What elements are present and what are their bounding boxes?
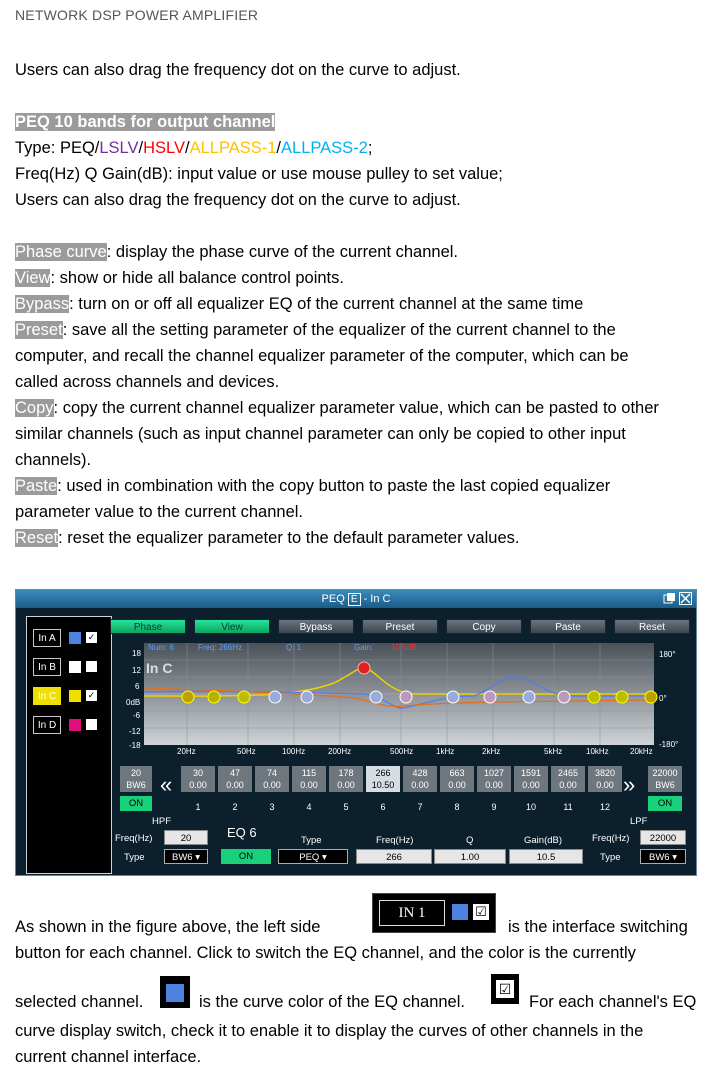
reset-term: Reset — [15, 529, 59, 547]
paste-desc: : used in combination with the copy button to paste the last copied equalizer — [57, 477, 611, 495]
channel-button-in-d[interactable]: In D — [33, 716, 61, 734]
band-dot[interactable] — [484, 691, 496, 703]
bottom-text: As shown in the figure above, the left side — [15, 918, 321, 936]
phase-tick: 0° — [659, 694, 667, 703]
y-tick: 18 — [132, 649, 141, 658]
eq-gain-input[interactable]: 10.5 — [509, 849, 583, 864]
reset-desc: : reset the equalizer parameter to the default parameter values. — [58, 529, 520, 547]
band-gain: 0.00 — [337, 780, 355, 790]
copy-button[interactable]: Copy — [446, 619, 522, 634]
q-readout: Q: 1 — [286, 643, 302, 652]
next-bands-icon[interactable]: » — [623, 772, 636, 797]
view-button[interactable]: View — [194, 619, 270, 634]
type-prefix: Type: PEQ/ — [15, 139, 100, 157]
band-box[interactable] — [440, 766, 474, 792]
bottom-line-5: current channel interface. — [15, 1048, 202, 1066]
channel-button-in-c[interactable]: In C — [33, 687, 61, 705]
gain-readout-value: 10.5dB — [391, 643, 417, 652]
restore-icon[interactable] — [663, 592, 676, 605]
type-hslv: HSLV — [143, 139, 185, 157]
type-sep: / — [276, 139, 282, 157]
bypass-button[interactable]: Bypass — [278, 619, 354, 634]
preset-button[interactable]: Preset — [362, 619, 438, 634]
y-tick: -6 — [133, 711, 141, 720]
eq-on-button[interactable]: ON — [221, 849, 271, 864]
band-freq: 1591 — [520, 768, 542, 778]
blue-swatch-icon — [166, 984, 184, 1002]
channel-button-in-b[interactable]: In B — [33, 658, 61, 676]
band-dot[interactable] — [645, 691, 657, 703]
band-dot[interactable] — [400, 691, 412, 703]
num-readout: Num: 6 — [148, 643, 174, 652]
in1-button-illustration: IN 1 — [379, 900, 445, 926]
peq-window — [15, 589, 697, 876]
preset-term: Preset — [15, 321, 63, 339]
eq-type-label: Type — [301, 835, 322, 846]
title-prefix: PEQ — [321, 593, 345, 605]
bypass-line — [15, 291, 583, 317]
band-freq: 663 — [449, 768, 465, 778]
gain-readout-label: Gain: — [354, 643, 374, 652]
phase-desc: : display the phase curve of the current channel. — [106, 243, 459, 261]
hpf-band-type: BW6 — [126, 780, 146, 790]
band-freq: 1027 — [483, 768, 505, 778]
display-checkbox-icon — [491, 974, 519, 1004]
freq-readout: Freq: 266Hz — [198, 643, 243, 652]
bottom-line-2: button for each channel. Click to switch the EQ channel, and the color is the currently — [15, 944, 636, 962]
type-allpass1: ALLPASS-1 — [189, 139, 277, 157]
view-line — [15, 265, 344, 291]
band-number: 9 — [491, 802, 497, 812]
band-freq: 178 — [338, 768, 354, 778]
curve-color-icon — [160, 976, 190, 1008]
band-number: 12 — [599, 802, 610, 812]
window-title — [16, 590, 696, 608]
x-tick: 10kHz — [586, 747, 609, 756]
copy-line-2: similar channels (such as input channel parameter can only be copied to other input — [15, 425, 626, 443]
channel-color-swatch — [69, 719, 81, 731]
phase-term: Phase curve — [15, 243, 107, 261]
band-gain: 0.00 — [300, 780, 318, 790]
lpf-title: LPF — [630, 816, 648, 827]
bottom-line-1b: is the interface switching — [508, 918, 688, 936]
lpf-type-label: Type — [600, 852, 621, 863]
x-tick: 50Hz — [237, 747, 256, 756]
view-desc: : show or hide all balance control points. — [50, 269, 344, 287]
bypass-desc: : turn on or off all equalizer EQ of the current channel at the same time — [69, 295, 584, 313]
band-dot[interactable] — [301, 691, 313, 703]
checkbox-icon: ☑ — [496, 980, 514, 998]
band-box[interactable] — [477, 766, 511, 792]
x-tick: 200Hz — [328, 747, 352, 756]
eq-gain-label: Gain(dB) — [524, 835, 563, 846]
band-gain: 0.00 — [522, 780, 540, 790]
band-gain: 0.00 — [559, 780, 577, 790]
phase-line — [15, 239, 458, 265]
eq-freq-input[interactable]: 266 — [356, 849, 432, 864]
band-number: 2 — [232, 802, 238, 812]
lpf-band-box[interactable] — [648, 766, 682, 792]
band-number: 5 — [343, 802, 349, 812]
eq-title: EQ 6 — [227, 825, 257, 840]
bottom-line-3a: selected channel. — [15, 993, 144, 1011]
copy-term: Copy — [15, 399, 54, 417]
band-gain: 0.00 — [448, 780, 466, 790]
band-gain: 0.00 — [411, 780, 429, 790]
copy-line — [15, 395, 659, 421]
band-number: 4 — [306, 802, 312, 812]
band-box[interactable] — [255, 766, 289, 792]
eq-type-select[interactable]: PEQ ▾ — [278, 849, 348, 864]
band-freq: 428 — [412, 768, 428, 778]
type-sep: / — [185, 139, 190, 157]
paragraph-drag: Users can also drag the frequency dot on the curve to adjust. — [15, 61, 461, 79]
eq-graph[interactable] — [114, 638, 690, 758]
preset-line-3: called across channels and devices. — [15, 373, 280, 391]
lpf-type-value: BW6 — [648, 852, 670, 863]
band-number: 11 — [563, 802, 573, 812]
band-dot[interactable] — [588, 691, 600, 703]
band-dot[interactable] — [523, 691, 535, 703]
hpf-type-select[interactable]: BW6 ▾ — [164, 849, 208, 864]
band-freq: 2465 — [557, 768, 579, 778]
y-tick: 0dB — [126, 698, 141, 707]
paste-line — [15, 473, 610, 499]
channel-checkbox[interactable] — [86, 719, 97, 730]
copy-line-3: channels). — [15, 451, 92, 469]
peq-heading-line — [15, 109, 275, 135]
band-box[interactable] — [218, 766, 252, 792]
band-gain: 0.00 — [596, 780, 614, 790]
hpf-freq-input[interactable]: 20 — [164, 830, 208, 845]
lpf-band-freq: 22000 — [652, 768, 678, 778]
band-gain: 0.00 — [226, 780, 244, 790]
x-tick: 500Hz — [390, 747, 414, 756]
band-box-selected[interactable] — [366, 766, 400, 792]
hpf-on-button[interactable]: ON — [120, 796, 152, 811]
close-icon[interactable] — [679, 592, 692, 605]
y-tick: 6 — [135, 682, 140, 691]
x-tick: 100Hz — [282, 747, 306, 756]
eq-q-input[interactable]: 1.00 — [434, 849, 506, 864]
x-tick: 20Hz — [177, 747, 196, 756]
band-box[interactable] — [181, 766, 215, 792]
type-allpass2: ALLPASS-2 — [281, 139, 368, 157]
band-gain: 0.00 — [189, 780, 207, 790]
channel-sidebar — [26, 616, 112, 874]
type-end: ; — [367, 139, 373, 157]
band-freq: 266 — [375, 768, 391, 778]
channel-checkbox[interactable]: ✓ — [87, 632, 96, 642]
hpf-band-box[interactable] — [120, 766, 152, 792]
lpf-band-type: BW6 — [655, 780, 675, 790]
band-freq: 47 — [229, 768, 240, 778]
title-channel: - In C — [363, 593, 391, 605]
band-dot[interactable] — [447, 691, 459, 703]
checkbox-icon: ☑ — [473, 904, 489, 920]
channel-color-swatch — [69, 690, 81, 702]
band-freq: 30 — [192, 768, 203, 778]
band-number: 7 — [417, 802, 423, 812]
document-header: NETWORK DSP POWER AMPLIFIER — [15, 7, 259, 23]
paste-term: Paste — [15, 477, 58, 495]
band-dot[interactable] — [370, 691, 382, 703]
bottom-line-3c: For each channel's EQ — [529, 993, 697, 1011]
lpf-type-select[interactable]: BW6 ▾ — [640, 849, 686, 864]
bottom-line-1 — [15, 914, 320, 940]
band-box[interactable] — [329, 766, 363, 792]
reset-line — [15, 525, 519, 551]
x-tick: 2kHz — [482, 747, 501, 756]
eq-type-value: PEQ — [299, 852, 320, 863]
reset-button[interactable]: Reset — [614, 619, 690, 634]
band-freq: 3820 — [594, 768, 616, 778]
title-e-badge: E — [348, 593, 361, 606]
channel-checkbox[interactable] — [86, 661, 97, 672]
y-tick: -12 — [129, 727, 141, 736]
eq-freq-label: Freq(Hz) — [376, 835, 414, 846]
band-dot[interactable] — [238, 691, 250, 703]
peq-heading: PEQ 10 bands for output channel — [15, 113, 276, 131]
band-dot[interactable] — [208, 691, 220, 703]
band-number: 3 — [269, 802, 275, 812]
hpf-title: HPF — [152, 816, 171, 827]
band-box[interactable] — [551, 766, 585, 792]
channel-button-illustration — [372, 893, 496, 933]
band-dot[interactable] — [269, 691, 281, 703]
bottom-line-4: curve display switch, check it to enable it to display the curves of other channels in the — [15, 1022, 644, 1040]
lpf-on-button[interactable]: ON — [648, 796, 682, 811]
band-number: 8 — [454, 802, 460, 812]
view-term: View — [15, 269, 51, 287]
hpf-freq-label: Freq(Hz) — [115, 833, 153, 844]
hpf-type-label: Type — [124, 852, 145, 863]
hpf-type-value: BW6 — [171, 852, 193, 863]
channel-checkbox[interactable]: ✓ — [87, 690, 96, 700]
channel-color-swatch — [69, 632, 81, 644]
prev-bands-icon[interactable]: « — [160, 772, 173, 797]
x-tick: 1kHz — [436, 747, 455, 756]
band-gain: 0.00 — [263, 780, 281, 790]
band-freq: 74 — [266, 768, 277, 778]
lpf-freq-label: Freq(Hz) — [592, 833, 630, 844]
channel-color-swatch — [69, 661, 81, 673]
preset-desc: : save all the setting parameter of the equalizer of the current channel to the — [62, 321, 616, 339]
bottom-line-3b: is the curve color of the EQ channel. — [199, 993, 465, 1011]
preset-line-2: computer, and recall the channel equalizer parameter of the computer, which can be — [15, 347, 629, 365]
band-box[interactable] — [292, 766, 326, 792]
drag-line: Users can also drag the frequency dot on the curve to adjust. — [15, 191, 461, 209]
x-tick: 20kHz — [630, 747, 653, 756]
y-tick: -18 — [129, 741, 141, 750]
band-dot-selected[interactable] — [358, 662, 370, 674]
freq-line: Freq(Hz) Q Gain(dB): input value or use mouse pulley to set value; — [15, 165, 503, 183]
band-dot[interactable] — [182, 691, 194, 703]
phase-tick: 180° — [659, 650, 676, 659]
type-lslv: LSLV — [99, 139, 139, 157]
type-sep: / — [138, 139, 144, 157]
band-box[interactable] — [514, 766, 548, 792]
channel-button-in-a[interactable]: In A — [33, 629, 61, 647]
band-box[interactable] — [588, 766, 622, 792]
bypass-term: Bypass — [15, 295, 70, 313]
band-number: 10 — [525, 802, 536, 812]
eq-q-label: Q — [466, 835, 474, 846]
paste-line-2: parameter value to the current channel. — [15, 503, 304, 521]
preset-line — [15, 317, 616, 343]
band-freq: 115 — [301, 768, 317, 778]
graph-channel-label: In C — [146, 660, 173, 676]
phase-tick: -180° — [659, 740, 679, 749]
band-dot[interactable] — [558, 691, 570, 703]
type-line — [15, 135, 372, 161]
paste-button[interactable]: Paste — [530, 619, 606, 634]
band-number: 1 — [195, 802, 201, 812]
band-gain: 10.50 — [371, 780, 395, 790]
y-tick: 12 — [132, 666, 141, 675]
copy-desc: : copy the current channel equalizer parameter value, which can be pasted to other — [53, 399, 659, 417]
band-number: 6 — [380, 802, 386, 812]
phase-button[interactable]: Phase — [110, 619, 186, 634]
blue-swatch-icon — [452, 904, 468, 920]
band-gain: 0.00 — [485, 780, 503, 790]
lpf-freq-input[interactable]: 22000 — [640, 830, 686, 845]
x-tick: 5kHz — [544, 747, 563, 756]
hpf-band-freq: 20 — [130, 768, 141, 778]
band-box[interactable] — [403, 766, 437, 792]
band-dot[interactable] — [616, 691, 628, 703]
